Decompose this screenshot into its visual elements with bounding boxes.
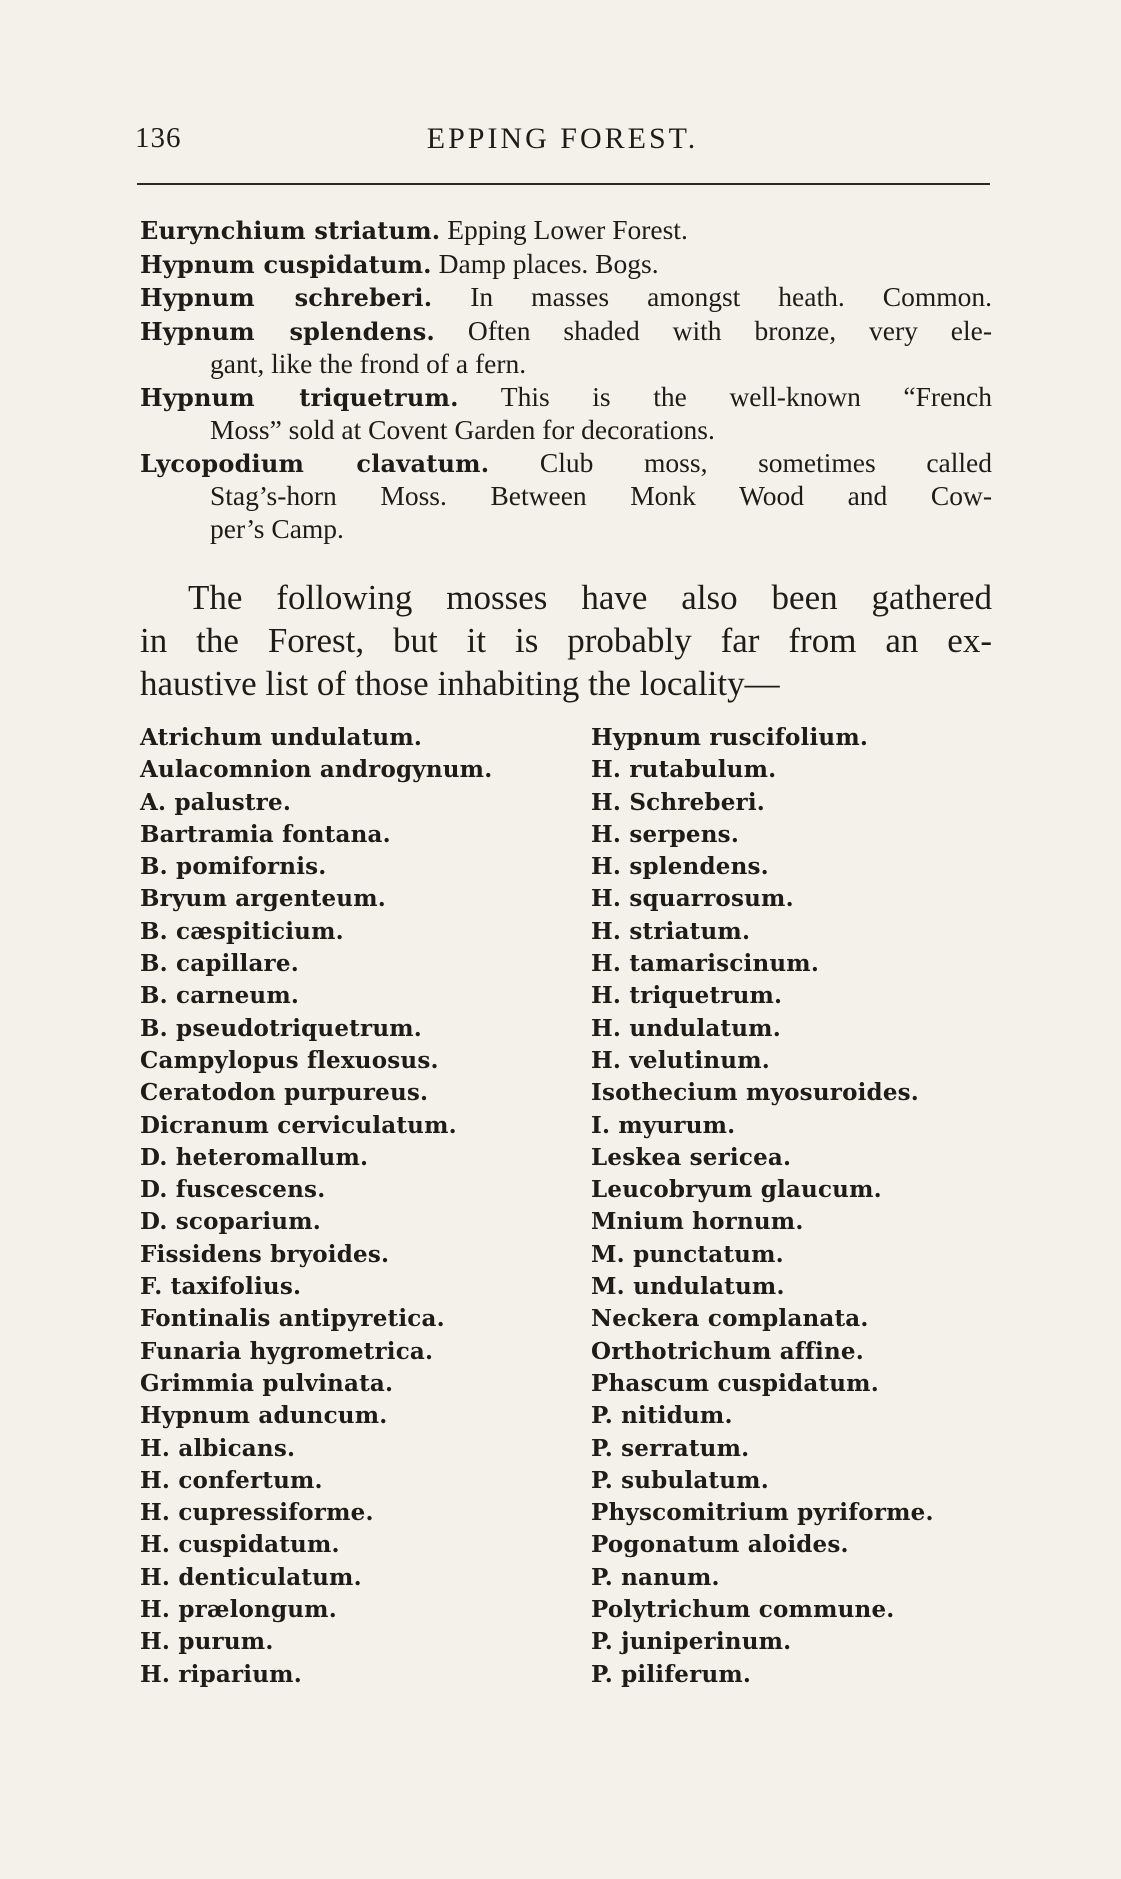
moss-list-item: Hypnum aduncum. [140, 1402, 388, 1430]
entry [140, 214, 992, 248]
paragraph-line: The following mosses have also been gathered [188, 578, 992, 617]
moss-list-item: H. splendens. [591, 853, 769, 881]
moss-list-item: P. nitidum. [591, 1402, 733, 1430]
entry-description: Often shaded with bronze, very ele- [434, 314, 993, 346]
header-rule [137, 183, 990, 185]
moss-list-item: Bryum argenteum. [140, 885, 386, 913]
moss-list-item: H. cuspidatum. [140, 1531, 340, 1559]
moss-list-item: Polytrichum commune. [591, 1596, 895, 1624]
entry [140, 315, 992, 381]
moss-list-item: B. pseudotriquetrum. [140, 1014, 422, 1042]
moss-list-item: Isothecium myosuroides. [591, 1079, 920, 1107]
moss-list-item: Grimmia pulvinata. [140, 1369, 394, 1397]
moss-list-item: F. taxifolius. [140, 1273, 302, 1301]
entry-description: Stag’s-horn Moss. Between Monk Wood and Cow- [210, 480, 992, 511]
moss-list-item: H. purum. [140, 1628, 274, 1656]
moss-list-item: H. denticulatum. [140, 1563, 362, 1591]
entry-name: Hypnum cuspidatum. [140, 249, 432, 279]
moss-list-item: Dicranum cerviculatum. [140, 1111, 457, 1139]
moss-list-left-column [140, 722, 570, 1691]
page-header [135, 122, 990, 166]
moss-list-item: H. tamariscinum. [591, 950, 820, 978]
moss-list-item: Phascum cuspidatum. [591, 1369, 879, 1397]
moss-list-item: B. capillare. [140, 950, 299, 978]
moss-list-item: Ceratodon purpureus. [140, 1079, 429, 1107]
moss-list-item: H. squarrosum. [591, 885, 794, 913]
moss-list-item: H. cupressiforme. [140, 1499, 374, 1527]
moss-list-item: P. nanum. [591, 1563, 720, 1591]
moss-list-item: Hypnum ruscifolium. [591, 724, 869, 751]
moss-list-item: Atrichum undulatum. [140, 724, 423, 751]
moss-list-item: A. palustre. [140, 788, 292, 816]
entry-name: Hypnum triquetrum. [140, 382, 459, 412]
entry-name: Hypnum splendens. [140, 316, 435, 346]
moss-list-item: Mnium hornum. [591, 1208, 804, 1236]
moss-list-item: I. myurum. [591, 1111, 736, 1139]
moss-list-item: H. confertum. [140, 1466, 323, 1494]
entry-description: Club moss, sometimes called [489, 446, 992, 478]
moss-list-right-column [591, 722, 1011, 1691]
entry-description: gant, like the frond of a fern. [210, 348, 527, 379]
moss-list-item: Neckera complanata. [591, 1305, 869, 1333]
entry-name: Lycopodium clavatum. [140, 448, 490, 478]
moss-list-item: H. undulatum. [591, 1014, 781, 1042]
entry [140, 447, 992, 546]
moss-list-item: P. piliferum. [591, 1660, 752, 1688]
moss-list-item: P. serratum. [591, 1434, 750, 1462]
moss-list-item: Leskea sericea. [591, 1143, 792, 1171]
moss-list-item: H. rutabulum. [591, 756, 777, 784]
entry-description: Moss” sold at Covent Garden for decorations. [210, 414, 715, 445]
moss-entries [140, 214, 992, 545]
moss-list-item: H. riparium. [140, 1660, 302, 1688]
moss-list-item: D. fuscescens. [140, 1176, 326, 1204]
moss-list-item: H. prælongum. [140, 1596, 337, 1624]
paragraph-line: in the Forest, but it is probably far from an ex- [140, 621, 992, 660]
paragraph-line: haustive list of those inhabiting the locality— [140, 664, 780, 703]
moss-list-item: H. velutinum. [591, 1046, 770, 1074]
moss-list-item: Leucobryum glaucum. [591, 1176, 882, 1204]
moss-list-item: D. heteromallum. [140, 1143, 369, 1171]
entry [140, 381, 992, 447]
moss-list-item: M. undulatum. [591, 1273, 785, 1301]
moss-list-item: Bartramia fontana. [140, 820, 391, 848]
moss-list-item: Fontinalis antipyretica. [140, 1305, 445, 1333]
moss-list-item: Pogonatum aloides. [591, 1531, 849, 1559]
moss-list-item: Funaria hygrometrica. [140, 1337, 434, 1365]
moss-list-item: Fissidens bryoides. [140, 1240, 390, 1268]
page-number: 136 [135, 122, 182, 154]
entry [140, 281, 992, 315]
moss-list-item: Orthotrichum affine. [591, 1337, 864, 1365]
moss-list-item: B. carneum. [140, 982, 300, 1010]
entry-name: Eurynchium striatum. [140, 216, 441, 245]
moss-list-item: P. subulatum. [591, 1466, 769, 1494]
moss-list-item: H. albicans. [140, 1434, 296, 1462]
moss-list-item: H. serpens. [591, 820, 740, 848]
body-paragraph [140, 576, 992, 705]
moss-list-item: Aulacomnion androgynum. [140, 756, 493, 784]
entry [140, 248, 992, 282]
moss-list-item: H. triquetrum. [591, 982, 783, 1010]
entry-description: per’s Camp. [210, 512, 344, 544]
moss-list-item: H. Schreberi. [591, 788, 766, 816]
entry-description: Damp places. Bogs. [431, 247, 659, 279]
moss-list-item: H. striatum. [591, 917, 751, 945]
entry-description: In masses amongst heath. Common. [432, 281, 992, 312]
entry-description: This is the well-known “French [458, 380, 992, 412]
moss-list-item: D. scoparium. [140, 1208, 321, 1236]
moss-list-item: M. punctatum. [591, 1240, 784, 1268]
moss-list-item: B. pomifornis. [140, 853, 327, 881]
entry-description: Epping Lower Forest. [440, 214, 688, 245]
running-title: EPPING FOREST. [426, 122, 699, 155]
moss-list-item: B. cæspiticium. [140, 917, 344, 945]
moss-list-item: Campylopus flexuosus. [140, 1046, 439, 1074]
moss-list-item: Physcomitrium pyriforme. [591, 1499, 934, 1527]
entry-name: Hypnum schreberi. [140, 283, 433, 312]
moss-list-item: P. juniperinum. [591, 1628, 792, 1656]
